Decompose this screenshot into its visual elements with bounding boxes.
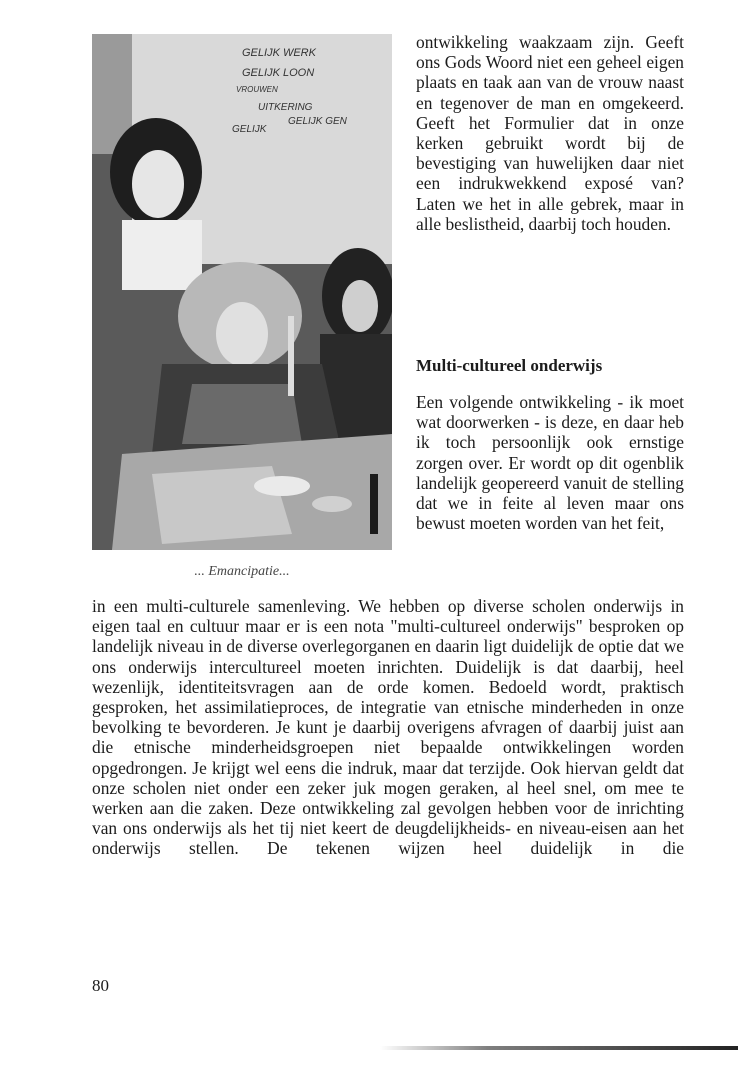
- sign-line-6: GELIJK GEN: [288, 116, 347, 127]
- sign-line-4: UITKERING: [258, 102, 313, 113]
- photo-illustration: [92, 34, 392, 550]
- page-number: 80: [92, 976, 109, 995]
- sign-line-3: VROUWEN: [236, 85, 278, 94]
- right-column-top: [416, 32, 684, 234]
- paragraph-ontwikkeling: Een volgende ontwikkeling - ik moet wat doorwerken - is deze, en daar heb ik toch persoonlijk ook ernstige zorgen over. Er wordt op dit ogenblik landelijk geopereerd vanuit de stelling dat we in feite al leven maar ons bewust moeten worden van het feit,: [416, 392, 684, 534]
- sign-line-2: GELIJK LOON: [242, 67, 315, 79]
- right-column-section: [416, 392, 684, 533]
- photo-caption: ... Emancipatie...: [194, 564, 290, 579]
- paragraph-vrouw: ontwikkeling waakzaam zijn. Geeft ons Gods Woord niet een geheel eigen plaats en taak aan van de vrouw naast en tegenover de man en omgekeerd. Geeft het Formulier dat in onze kerken gebruikt wordt bij de bevestiging van huwelijken daar niet een indrukwekkend exposé van? Laten we het in alle gebrek, maar in alle beslistheid, daarbij toch houden.: [416, 32, 684, 234]
- paragraph-full-width: in een multi-culturele samenleving. We hebben op diverse scholen onderwijs in eigen taal en cultuur maar er is een nota "multi-cultureel onderwijs" besproken op landelijk niveau in de diverse overlegorganen en daarin ligt duidelijk de optie dat we ons onderwijs intercultureel moeten inrichten. Duidelijk is dat daarbij, heel wezenlijk, identiteitsvragen aan de orde komen. Bedoeld wordt, praktisch gesproken, het assimilatieproces, de integratie van etnische minderheden in onze bevolking te bevorderen. Je kunt je daarbij overigens afvragen of daarbij juist aan die etnische minderheidsgroepen niet bepaalde ontwikkelingen worden opgedrongen. Je krijgt wel eens die indruk, maar dat terzijde. Ook hiervan geldt dat onze scholen niet onder een zeker juk mogen geraken, al heel snel, om mee te werken aan die zaken. Deze ontwikkeling zal gevolgen hebben voor de inrichting van ons onderwijs als het tij niet keert de deugdelijkheids- en niveau-eisen aan het onderwijs stellen. De tekenen wijzen heel duidelijk in die: [92, 596, 684, 859]
- section-heading: Multi-cultureel onderwijs: [416, 356, 603, 375]
- scan-edge-line: [380, 1046, 738, 1050]
- sign-line-5: GELIJK: [232, 124, 267, 135]
- protest-photo: [92, 34, 392, 550]
- sign-line-1: GELIJK WERK: [242, 47, 316, 59]
